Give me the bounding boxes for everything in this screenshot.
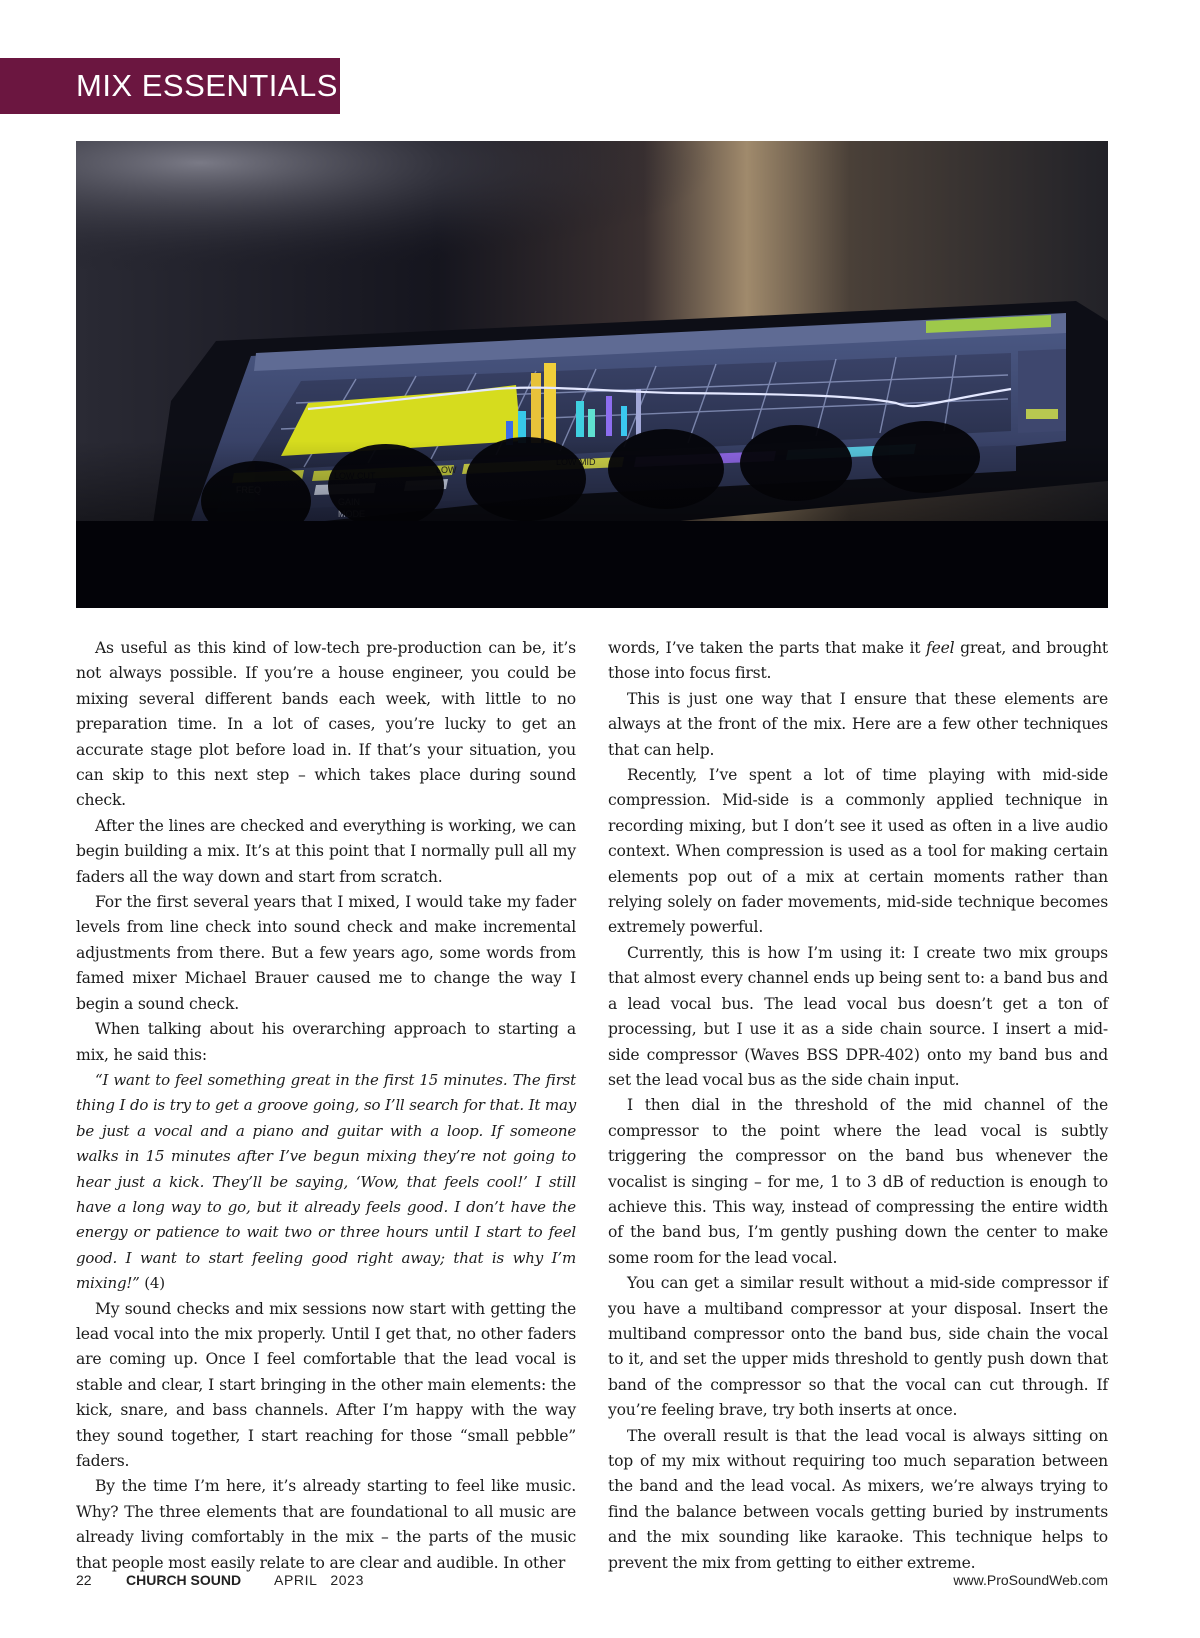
emphasis: feel [926,639,955,657]
paragraph: When talking about his overarching approach to starting a mix, he said this: [76,1020,576,1064]
page-number: 22 [76,1572,92,1588]
quote-text: “I want to feel something great in the first 15 minutes. The first thing I do is try to get a groove going, so I’ll search for that. It may be just a vocal and a piano and guitar with a loop. If someone walks in 15 minutes after I’ve begun mixing they’re not going to hear just a kick. They’ll be saying, ‘Wow, that feels cool!’ I still have a long way to go, but it already feels good. I don’t have the energy or patience to wait two or three hours until I start to feel good. I want to start feeling good right away; that is why I’m mixing!” [76,1070,576,1293]
paragraph: By the time I’m here, it’s already starting to feel like music. Why? The three elements that are foundational to all music are already living comfortably in the mix – the parts of the music that people most easily relate to are clear and audible. In other [76,1477,576,1572]
text-run: great, and brought those into focus first. [608,639,1108,683]
paragraph: After the lines are checked and everything is working, we can begin building a mix. It’s at this point that I normally pull all my faders all the way down and start from scratch. [76,816,576,886]
mixing-console-illustration [76,141,1108,608]
article-right-column [608,636,1108,1576]
article-left-column [76,636,576,1576]
paragraph: For the first several years that I mixed, I would take my fader levels from line check into sound check and make incremental adjustments from there. But a few years ago, some words from famed mixer Michael Brauer caused me to change the way I begin a sound check. [76,893,576,1013]
paragraph: Currently, this is how I’m using it: I create two mix groups that almost every channel ends up being sent to: a band bus and a lead vocal bus. The lead vocal bus doesn’t get a ton of processing, but I use it as a side chain source. I insert a mid-side compressor (Waves BSS DPR-402) onto my band bus and set the lead vocal bus as the side chain input. [608,943,1108,1089]
paragraph: My sound checks and mix sessions now start with getting the lead vocal into the mix properly. Until I get that, no other faders are coming up. Once I feel comfortable that the lead vocal is stable and clear, I start bringing in the other main elements: the kick, snare, and bass channels. After I’m happy with the way they sound together, I start reaching for those “small pebble” faders. [76,1299,576,1470]
paragraph: As useful as this kind of low-tech pre-production can be, it’s not always possible. If you’re a house engineer, you could be mixing several different bands each week, with little to no preparation time. In a lot of cases, you’re lucky to get an accurate stage plot before load in. If that’s your situation, you can skip to this next step – which takes place during sound check. [76,639,576,810]
issue-date: APRIL 2023 [274,1572,364,1588]
text-run: words, I’ve taken the parts that make it [608,639,926,657]
website-link[interactable]: www.ProSoundWeb.com [953,1572,1108,1588]
quote-citation: (4) [139,1274,165,1293]
paragraph [608,636,1108,687]
paragraph: Recently, I’ve spent a lot of time playing with mid-side compression. Mid-side is a commonly applied technique in recording mixing, but I don’t see it used as often in a live audio context. When compression is used as a tool for making certain elements pop out of a mix at certain moments rather than relying solely on fader movements, mid-side technique becomes extremely powerful. [608,766,1108,937]
paragraph: You can get a similar result without a mid-side compressor if you have a multiband compressor at your disposal. Insert the multiband compressor onto the band bus, side chain the vocal to it, and set the upper mids threshold to gently push down that band of the compressor so that the vocal can cut through. If you’re feeling brave, try both inserts at once. [608,1274,1108,1420]
page-footer [76,1572,1108,1594]
paragraph: I then dial in the threshold of the mid channel of the compressor to the point where the lead vocal is subtly triggering the compressor on the band bus whenever the vocalist is singing – for me, 1 to 3 dB of reduction is enough to achieve this. This way, instead of compressing the entire width of the band bus, I’m gently pushing down the center to make some room for the lead vocal. [608,1096,1108,1267]
paragraph: The overall result is that the lead vocal is always sitting on top of my mix without requiring too much separation between the band and the lead vocal. As mixers, we’re always trying to find the balance between vocals getting buried by instruments and the mix sounding like karaoke. This technique helps to prevent the mix from getting to either extreme. [608,1426,1108,1572]
section-title: MIX ESSENTIALS [0,58,340,114]
mixing-console-photo [76,141,1108,608]
magazine-name: CHURCH SOUND [126,1572,242,1588]
pull-quote [76,1068,576,1297]
paragraph: This is just one way that I ensure that these elements are always at the front of the mix. Here are a few other techniques that can help. [608,689,1108,759]
